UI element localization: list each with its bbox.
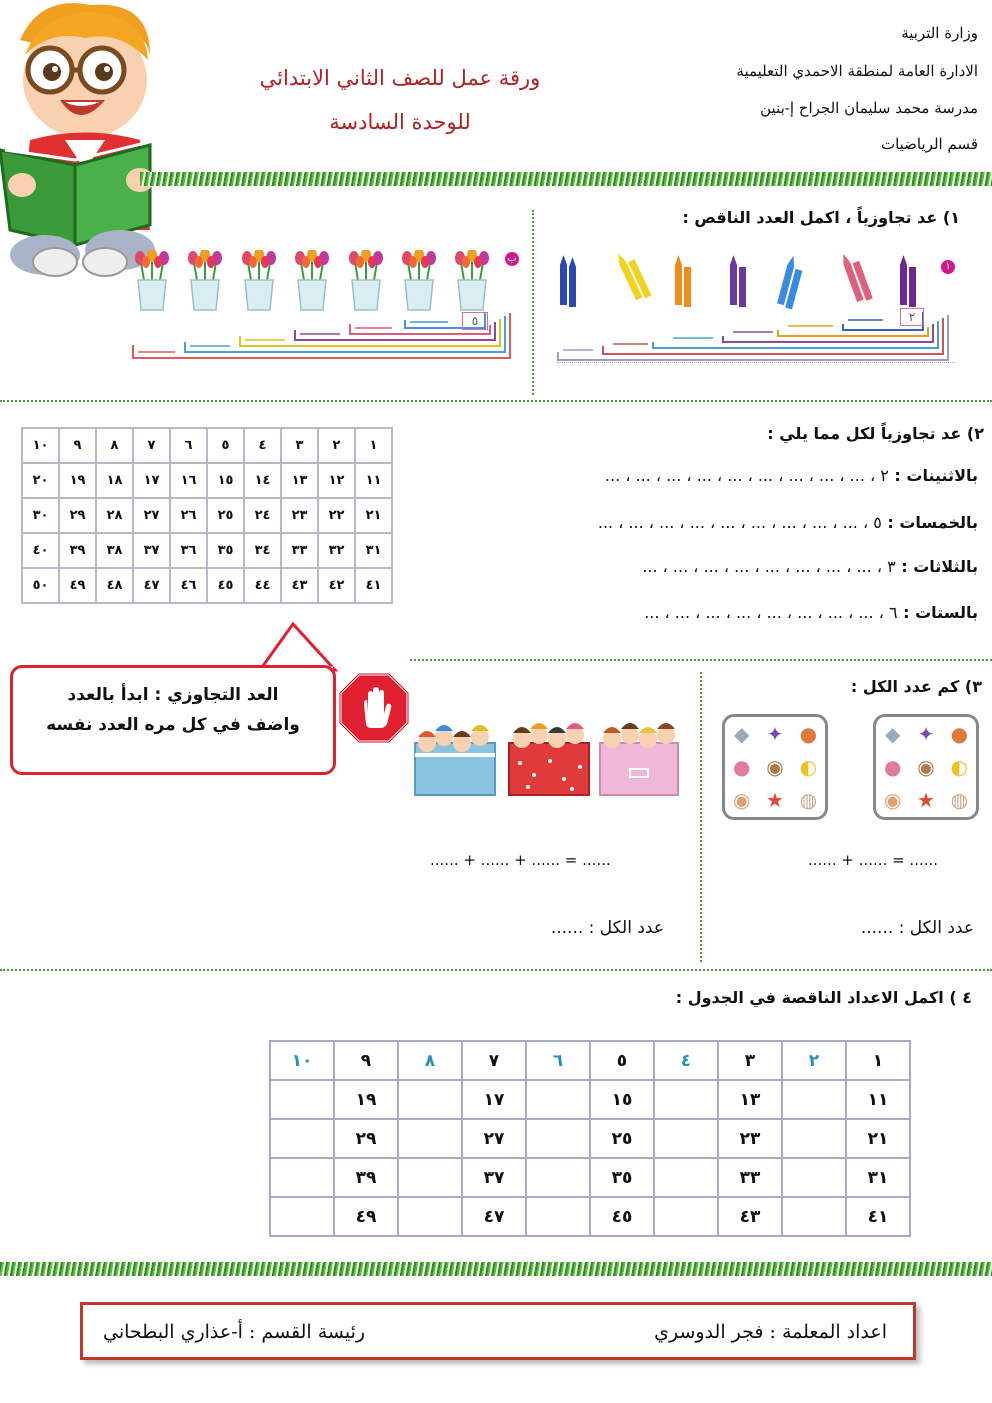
children-boxes-illustration	[412, 713, 680, 799]
stop-hand-icon	[338, 672, 410, 744]
chart-cell: ٢٧	[133, 498, 170, 533]
blank-cell[interactable]	[526, 1119, 590, 1158]
skip-fives-label: بالخمسات :	[887, 513, 978, 532]
shell-icon: ◆	[733, 721, 750, 746]
part-a-given-number: ٢	[900, 308, 924, 326]
shell-icon: ◉	[766, 754, 784, 779]
blank-cell[interactable]	[398, 1119, 462, 1158]
chart-cell: ٣٨	[96, 533, 133, 568]
blank-cell[interactable]	[526, 1080, 590, 1119]
chart-cell: ٥	[207, 428, 244, 463]
skip-twos-label: بالاثنينات :	[894, 466, 978, 485]
blank-cell[interactable]	[398, 1197, 462, 1236]
total-left[interactable]: عدد الكل : ......	[550, 918, 664, 938]
shell-icon: ✦	[766, 721, 784, 746]
chart-cell: ١١	[355, 463, 392, 498]
shell-icon: ●	[950, 721, 969, 746]
number-line-b	[130, 310, 515, 365]
table-cell: ٣٩	[334, 1158, 398, 1197]
skip-threes-sequence: ٣ ، ... ، ... ، ... ، ... ، ... ، ... ، ... ، ...	[642, 557, 896, 576]
table-cell: ٤٧	[462, 1197, 526, 1236]
chart-cell: ٣٩	[59, 533, 96, 568]
chart-cell: ١٥	[207, 463, 244, 498]
part-a-marker: ١	[941, 260, 955, 274]
part-b-marker: ب	[505, 252, 519, 266]
blank-cell[interactable]	[782, 1197, 846, 1236]
starfish-icon: ★	[917, 788, 935, 813]
chart-cell: ٤٨	[96, 568, 133, 603]
blank-cell[interactable]	[654, 1080, 718, 1119]
department-name: قسم الرياضيات	[880, 135, 978, 153]
ministry-name: وزارة التربية	[901, 24, 978, 42]
department-head-credit: رئيسة القسم : أ-عذاري البطحاني	[103, 1321, 366, 1343]
chart-cell: ٢٢	[318, 498, 355, 533]
starfish-icon: ★	[766, 788, 784, 813]
chart-cell: ٩	[59, 428, 96, 463]
table-cell: ٥	[590, 1041, 654, 1080]
chart-cell: ٨	[96, 428, 133, 463]
chart-cell: ٤٧	[133, 568, 170, 603]
equation-left[interactable]: ...... + ...... + ...... = ......	[430, 851, 611, 869]
table-cell: ١٣	[718, 1080, 782, 1119]
chart-cell: ٤٦	[170, 568, 207, 603]
skip-threes-row	[642, 557, 978, 576]
chart-cell: ٢	[318, 428, 355, 463]
divider-q3-q4	[0, 969, 992, 971]
number-line-a	[553, 310, 953, 365]
skip-sixes-label: بالستات :	[903, 603, 978, 622]
table-cell: ١٩	[334, 1080, 398, 1119]
chart-cell: ٣١	[355, 533, 392, 568]
chart-cell: ١٩	[59, 463, 96, 498]
blank-cell[interactable]	[270, 1158, 334, 1197]
q1-heading: ١) عد تجاوزياً ، اكمل العدد الناقص :	[682, 208, 960, 227]
table-cell: ٢٩	[334, 1119, 398, 1158]
part-b-given-number: ٥	[462, 312, 488, 330]
blank-cell[interactable]	[782, 1080, 846, 1119]
teacher-credit: اعداد المعلمة : فجر الدوسري	[654, 1321, 887, 1343]
skip-fives-row	[598, 513, 978, 532]
table-cell: ٦	[526, 1041, 590, 1080]
chart-cell: ٣	[281, 428, 318, 463]
tip-line-2: واضف في كل مره العدد نفسه	[46, 715, 300, 735]
missing-numbers-table	[269, 1040, 911, 1237]
skip-counting-tip	[10, 665, 336, 775]
q3-heading: ٣) كم عدد الكل :	[850, 677, 982, 696]
skip-twos-row	[605, 466, 978, 485]
shell-icon: ●	[732, 754, 751, 779]
table-cell: ٣٥	[590, 1158, 654, 1197]
table-cell: ١٥	[590, 1080, 654, 1119]
q3-vertical-divider	[700, 672, 702, 962]
blank-cell[interactable]	[270, 1119, 334, 1158]
table-cell: ١٧	[462, 1080, 526, 1119]
shell-icon: ◍	[799, 788, 818, 813]
chart-cell: ١٧	[133, 463, 170, 498]
skip-fives-sequence: ٥ ، ... ، ... ، ... ، ... ، ... ، ... ، ... ، ... ، ...	[597, 513, 882, 532]
table-cell: ٣٣	[718, 1158, 782, 1197]
equation-right[interactable]: ...... + ...... = ......	[808, 851, 939, 869]
blank-cell[interactable]	[654, 1158, 718, 1197]
chart-cell: ٤٥	[207, 568, 244, 603]
table-cell: ١	[846, 1041, 910, 1080]
shell-icon: ◐	[950, 754, 969, 779]
chart-cell: ١٦	[170, 463, 207, 498]
table-cell: ٤٩	[334, 1197, 398, 1236]
skip-threes-label: بالثلاثات :	[901, 557, 978, 576]
blank-cell[interactable]	[270, 1197, 334, 1236]
chart-cell: ١٣	[281, 463, 318, 498]
table-cell: ٢٣	[718, 1119, 782, 1158]
chart-cell: ٤٢	[318, 568, 355, 603]
chart-cell: ٧	[133, 428, 170, 463]
chart-cell: ٢١	[355, 498, 392, 533]
chart-cell: ٢٠	[22, 463, 59, 498]
shell-box-left	[722, 714, 828, 820]
shell-icon: ◆	[884, 721, 901, 746]
shell-icon: ●	[883, 754, 902, 779]
chart-cell: ٢٥	[207, 498, 244, 533]
table-cell: ١١	[846, 1080, 910, 1119]
chart-cell: ٣٣	[281, 533, 318, 568]
blank-cell[interactable]	[398, 1080, 462, 1119]
chart-cell: ١٢	[318, 463, 355, 498]
shell-icon: ◉	[883, 788, 902, 813]
skip-twos-sequence: ٢ ، ... ، ... ، ... ، ... ، ... ، ... ، ... ، ... ، ...	[604, 466, 889, 485]
blank-cell[interactable]	[782, 1158, 846, 1197]
crayons-row	[550, 250, 940, 310]
table-cell: ٢٥	[590, 1119, 654, 1158]
flower-vases-row	[132, 250, 502, 315]
shell-icon: ◉	[732, 788, 751, 813]
shell-icon: ◐	[799, 754, 818, 779]
chart-cell: ٢٤	[244, 498, 281, 533]
table-cell: ٨	[398, 1041, 462, 1080]
tip-line-1: العد التجاوزي : ابدأ بالعدد	[67, 685, 279, 705]
district-name: الادارة العامة لمنطقة الاحمدي التعليمية	[736, 62, 978, 80]
blank-cell[interactable]	[654, 1119, 718, 1158]
worksheet-subtitle: للوحدة السادسة	[329, 110, 471, 134]
shell-icon: ●	[799, 721, 818, 746]
table-cell: ٣٧	[462, 1158, 526, 1197]
table-cell: ٤	[654, 1041, 718, 1080]
grass-divider-bottom	[0, 1262, 992, 1276]
worksheet-title: ورقة عمل للصف الثاني الابتدائي	[259, 66, 541, 90]
blank-cell[interactable]	[782, 1119, 846, 1158]
grass-divider-top	[140, 172, 992, 186]
divider-q2-q3	[410, 659, 992, 661]
chart-cell: ٤٣	[281, 568, 318, 603]
chart-cell: ٢٩	[59, 498, 96, 533]
chart-cell: ٢٨	[96, 498, 133, 533]
q1-vertical-divider	[532, 210, 534, 395]
chart-cell: ١	[355, 428, 392, 463]
chart-cell: ٥٠	[22, 568, 59, 603]
table-cell: ٩	[334, 1041, 398, 1080]
shell-icon: ✦	[917, 721, 935, 746]
hundred-chart	[21, 427, 393, 604]
chart-cell: ٣٢	[318, 533, 355, 568]
chart-cell: ٤٤	[244, 568, 281, 603]
school-name: مدرسة محمد سليمان الجراح إ-بنين	[760, 99, 978, 117]
chart-cell: ١٤	[244, 463, 281, 498]
chart-cell: ٢٣	[281, 498, 318, 533]
boy-reading-illustration	[0, 0, 170, 285]
shell-box-right	[873, 714, 979, 820]
blank-cell[interactable]	[526, 1158, 590, 1197]
q4-heading: ٤ ) اكمل الاعداد الناقصة في الجدول :	[675, 988, 972, 1007]
shell-icon: ◍	[950, 788, 969, 813]
chart-cell: ٢٦	[170, 498, 207, 533]
footer-credits	[80, 1302, 916, 1360]
table-cell: ٢	[782, 1041, 846, 1080]
skip-sixes-row	[644, 603, 978, 622]
chart-cell: ٤١	[355, 568, 392, 603]
table-cell: ١٠	[270, 1041, 334, 1080]
table-cell: ٣	[718, 1041, 782, 1080]
table-cell: ٢٧	[462, 1119, 526, 1158]
chart-cell: ١٠	[22, 428, 59, 463]
chart-cell: ٤٩	[59, 568, 96, 603]
table-cell: ٢١	[846, 1119, 910, 1158]
table-cell: ٣١	[846, 1158, 910, 1197]
chart-cell: ٣٧	[133, 533, 170, 568]
shell-icon: ◉	[917, 754, 935, 779]
chart-cell: ٣٦	[170, 533, 207, 568]
q2-heading: ٢) عد تجاوزياً لكل مما يلي :	[767, 424, 984, 443]
divider-q1-q2	[0, 400, 992, 402]
blank-cell[interactable]	[526, 1197, 590, 1236]
chart-cell: ٤	[244, 428, 281, 463]
chart-cell: ٣٥	[207, 533, 244, 568]
table-cell: ٤٣	[718, 1197, 782, 1236]
table-cell: ٧	[462, 1041, 526, 1080]
table-cell: ٤١	[846, 1197, 910, 1236]
blank-cell[interactable]	[654, 1197, 718, 1236]
chart-cell: ٣٤	[244, 533, 281, 568]
chart-cell: ١٨	[96, 463, 133, 498]
skip-sixes-sequence: ٦ ، ... ، ... ، ... ، ... ، ... ، ... ، ... ، ...	[644, 603, 898, 622]
part-a-baseline	[557, 362, 955, 363]
blank-cell[interactable]	[270, 1080, 334, 1119]
chart-cell: ٣٠	[22, 498, 59, 533]
total-right[interactable]: عدد الكل : ......	[860, 918, 974, 938]
blank-cell[interactable]	[398, 1158, 462, 1197]
table-cell: ٤٥	[590, 1197, 654, 1236]
chart-cell: ٤٠	[22, 533, 59, 568]
chart-cell: ٦	[170, 428, 207, 463]
